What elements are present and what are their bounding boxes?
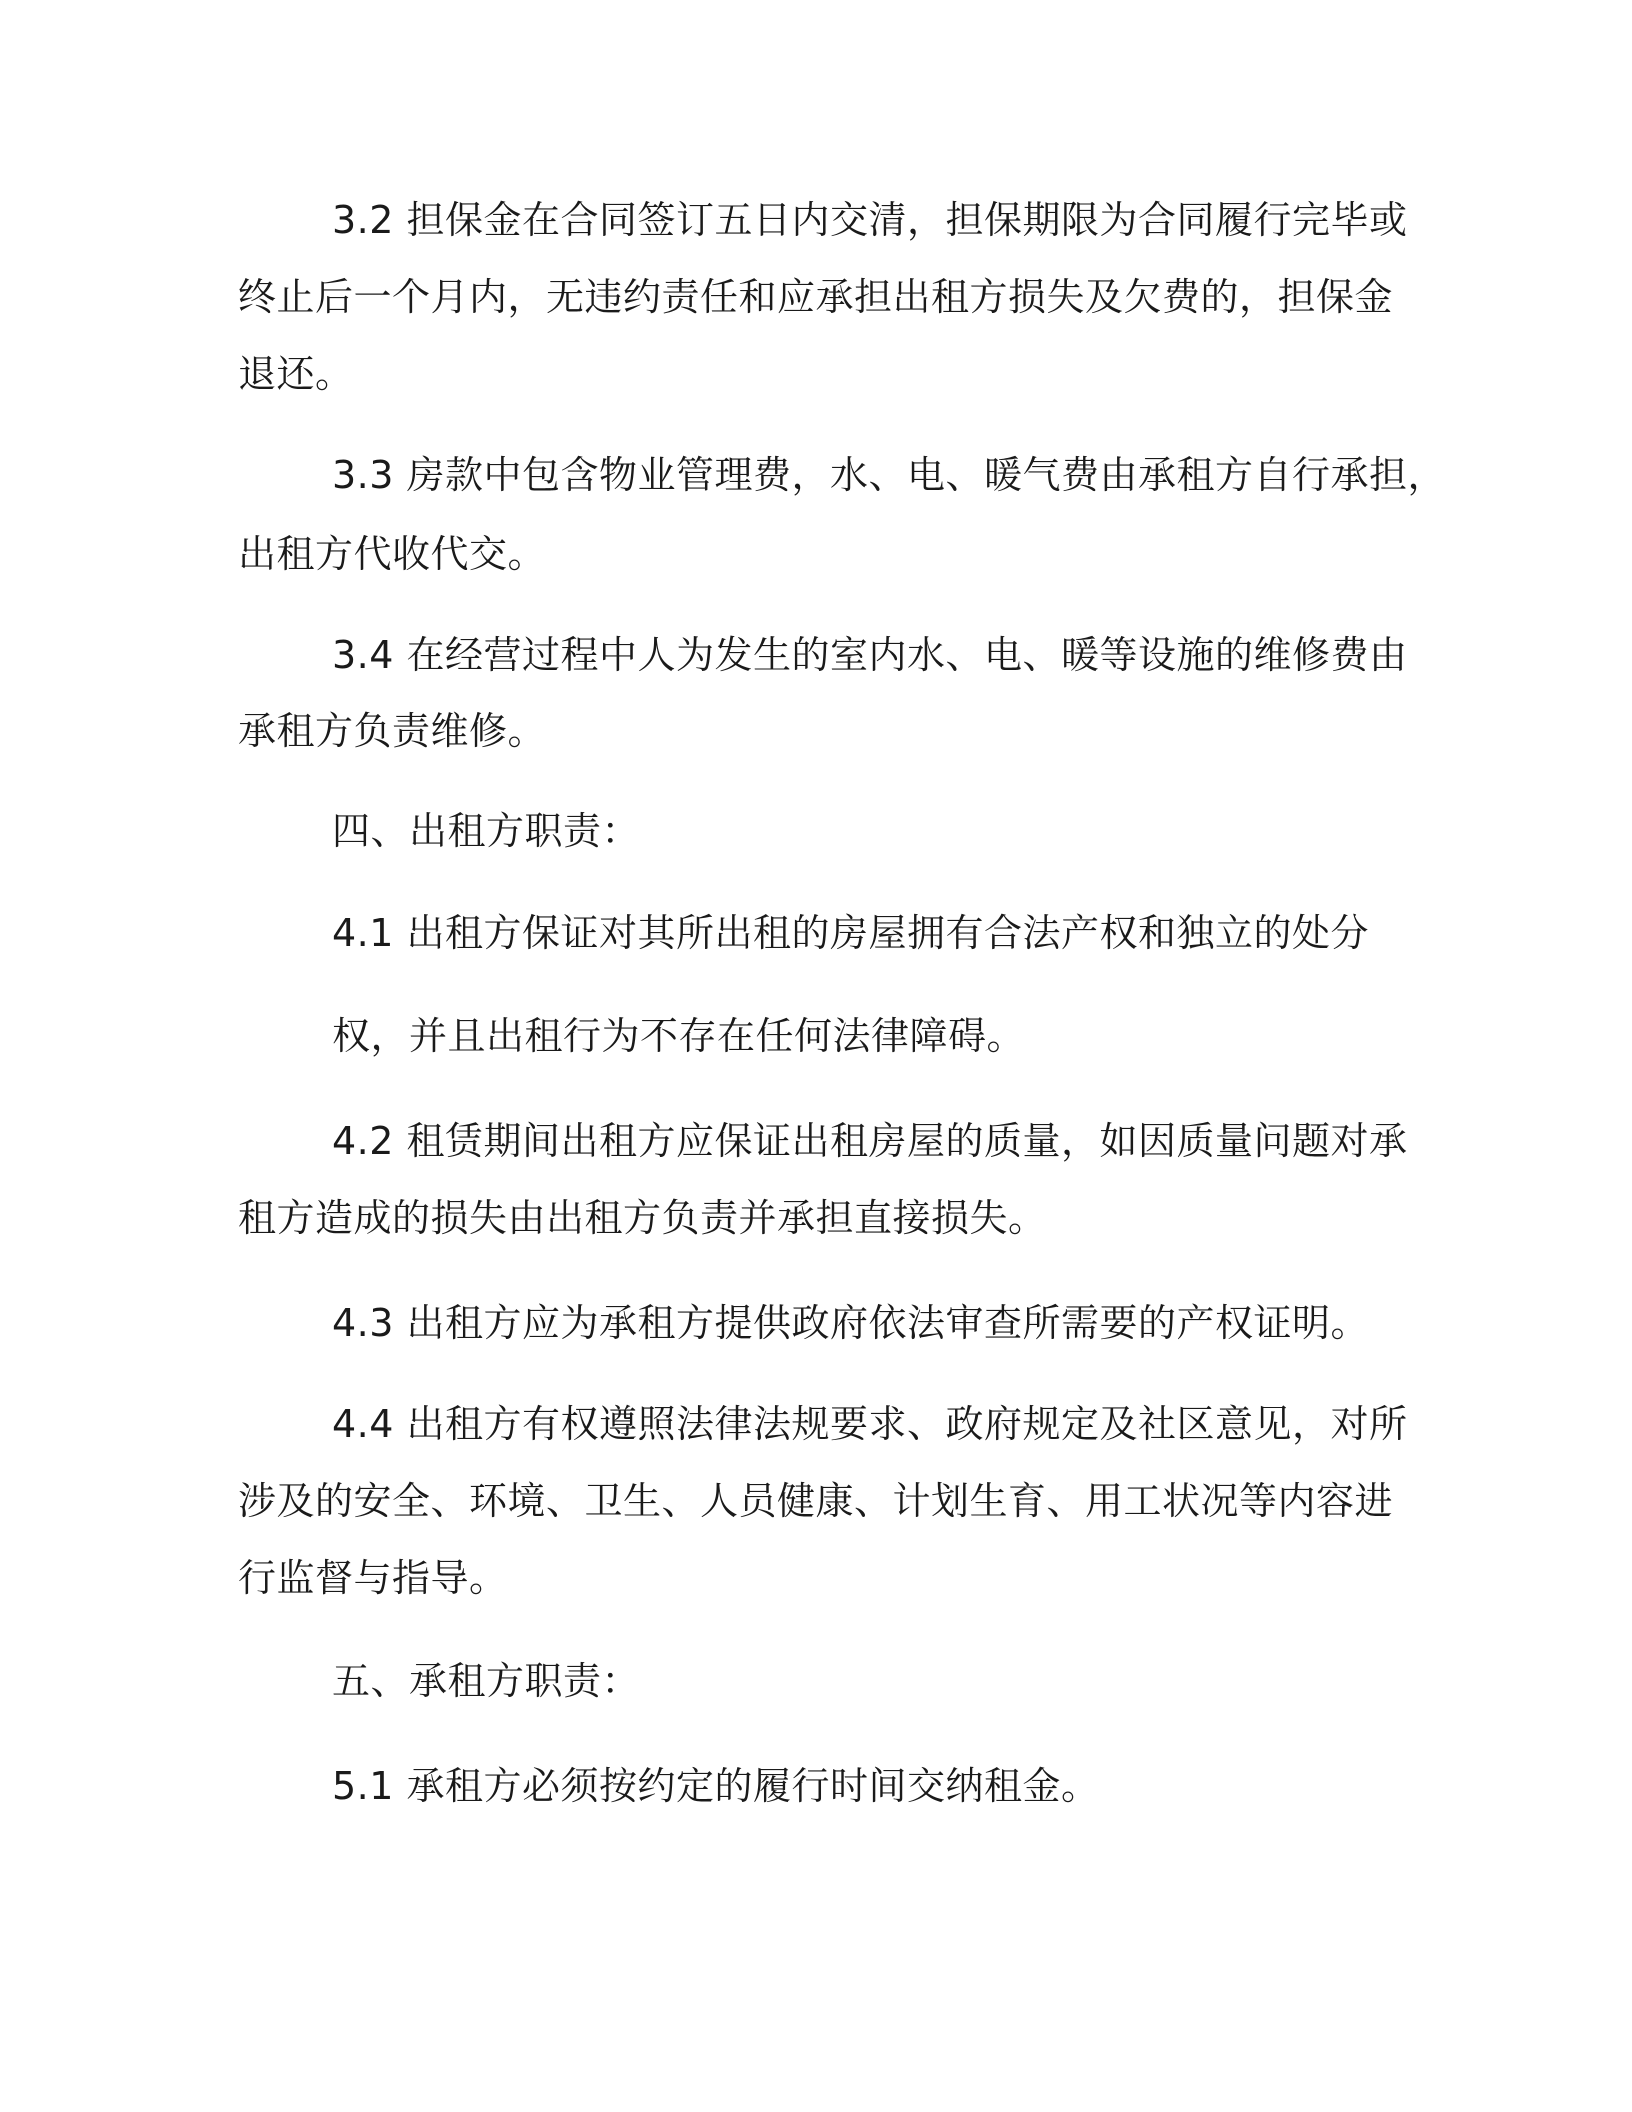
paragraph-3-4-line-2: 承租方负责维修。: [238, 709, 547, 753]
paragraph-3-2-line-3: 退还。: [238, 352, 354, 396]
paragraph-4-4-line-2: 涉及的安全、环境、卫生、人员健康、计划生育、用工状况等内容进: [238, 1479, 1394, 1523]
paragraph-3-2-line-1: 3.2 担保金在合同签订五日内交清，担保期限为合同履行完毕或: [332, 198, 1408, 242]
paragraph-4-2-line-1: 4.2 租赁期间出租方应保证出租房屋的质量，如因质量问题对承: [332, 1119, 1408, 1163]
section-heading-4: 四、出租方职责：: [332, 809, 641, 853]
paragraph-4-4-line-3: 行监督与指导。: [238, 1556, 508, 1600]
paragraph-3-4-line-1: 3.4 在经营过程中人为发生的室内水、电、暖等设施的维修费由: [332, 633, 1408, 677]
paragraph-3-2-line-2: 终止后一个月内，无违约责任和应承担出租方损失及欠费的，担保金: [238, 275, 1394, 319]
paragraph-4-2-line-2: 租方造成的损失由出租方负责并承担直接损失。: [238, 1196, 1047, 1240]
paragraph-3-3-line-1: 3.3 房款中包含物业管理费，水、电、暖气费由承租方自行承担，: [332, 453, 1447, 497]
paragraph-3-3-line-2: 出租方代收代交。: [238, 532, 547, 576]
paragraph-4-1-line-2: 权，并且出租行为不存在任何法律障碍。: [332, 1014, 1026, 1058]
section-heading-5: 五、承租方职责：: [332, 1659, 641, 1703]
paragraph-5-1-line-1: 5.1 承租方必须按约定的履行时间交纳租金。: [332, 1764, 1100, 1808]
paragraph-4-4-line-1: 4.4 出租方有权遵照法律法规要求、政府规定及社区意见，对所: [332, 1402, 1408, 1446]
paragraph-4-1-line-1: 4.1 出租方保证对其所出租的房屋拥有合法产权和独立的处分: [332, 911, 1370, 955]
paragraph-4-3-line-1: 4.3 出租方应为承租方提供政府依法审查所需要的产权证明。: [332, 1301, 1370, 1345]
